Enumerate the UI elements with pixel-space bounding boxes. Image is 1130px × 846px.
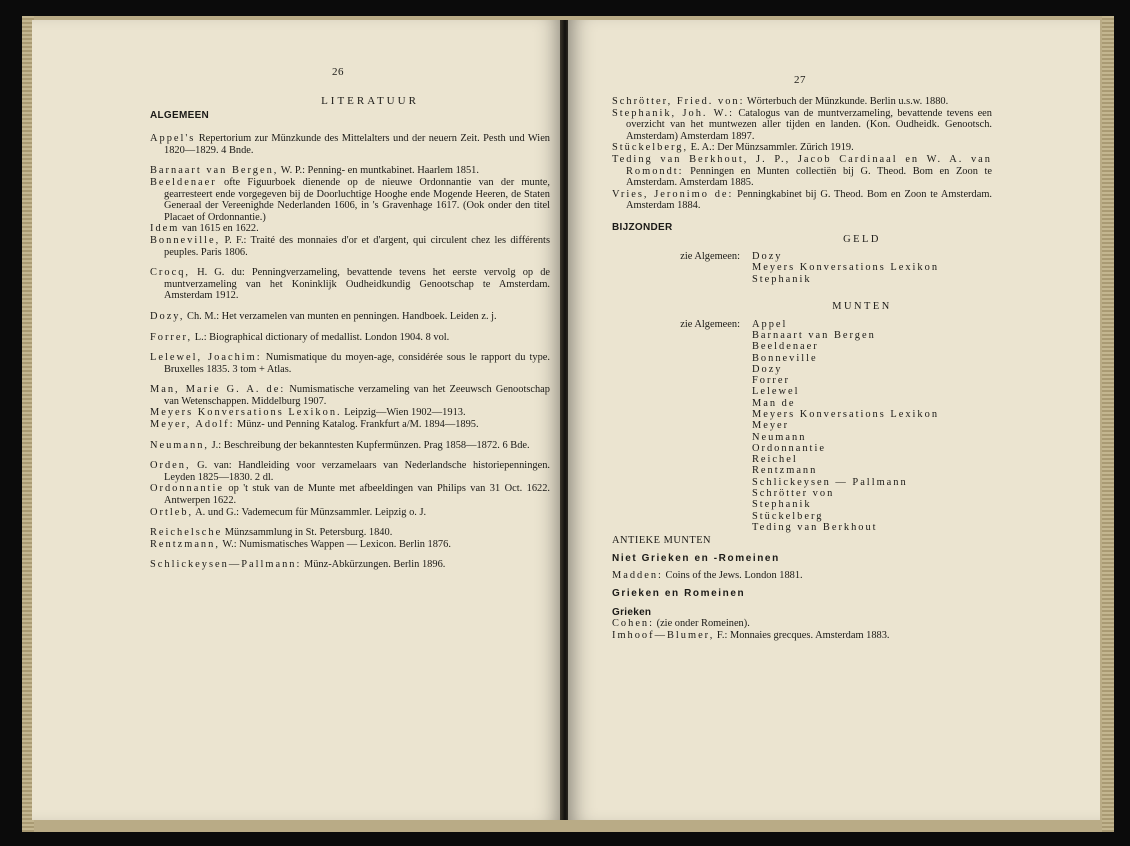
entry-text: Catalogus van de muntverzameling, bevattende tevens een overzicht van het muntwezen aller tijden en landen. (Kon. Oudheidk. Genootsch. Amsterdam) Amsterdam 1897. xyxy=(626,107,992,142)
entry-author: Ordonnantie xyxy=(150,483,224,495)
grieken-heading: Grieken xyxy=(612,606,652,618)
reference-name: Stückelberg xyxy=(752,510,824,522)
section-bijzonder: BIJZONDER xyxy=(612,221,673,233)
bibliography-entry xyxy=(150,384,550,407)
bibliography-entry xyxy=(150,440,550,452)
reference-name: Beeldenaer xyxy=(752,341,819,353)
right-page-content xyxy=(612,96,992,641)
grieken-romeinen-heading: Grieken en Romeinen xyxy=(612,588,746,600)
left-page xyxy=(32,20,562,820)
right-page xyxy=(568,20,1100,820)
geld-name-list xyxy=(752,251,939,285)
entry-author: Meyers Konversations Lexikon. xyxy=(150,407,342,419)
entry-author: Crocq, xyxy=(150,267,190,279)
entry-spacer xyxy=(150,323,550,332)
reference-name: Lelewel xyxy=(752,386,800,398)
entry-author: Reichelsche xyxy=(150,527,223,539)
entry-author: Schrötter, Fried. von: xyxy=(612,96,745,107)
entry-author: Appel's xyxy=(150,133,196,145)
reference-name: Schlickeysen — Pallmann xyxy=(752,476,908,488)
entry-text: Numismatique du moyen-age, considérée sous le rapport du type. Bruxelles 1835. 3 tom + Atlas. xyxy=(164,352,550,375)
bibliography-entry xyxy=(150,507,550,519)
reference-name: Stephanik xyxy=(752,499,812,511)
entry-text: H. G. du: Penningverzameling, bevattende tevens het eerste vervolg op de muntverzameling van het Koninklijk Oudheidkundig Genootschap te Amsterdam. Amsterdam 1912. xyxy=(164,267,550,302)
entry-text: ofte Figuurboek dienende op de nieuwe Ordonnantie van der munte, gearresteert ende vorgegeven bij de Doorluchtige Hooghe ende Mogende Heeren, de Staten Generaal der Vereenighde Nederlanden 1606, in 's Gravenhage 1617. (Ook onder den titel Placaet of Ordonnantie.) xyxy=(164,176,550,223)
entry-author: Barnaart van Bergen, xyxy=(150,165,279,177)
entry-spacer xyxy=(150,550,550,559)
page-number-right: 27 xyxy=(794,74,806,86)
entry-text: Ch. M.: Het verzamelen van munten en penningen. Handboek. Leiden z. j. xyxy=(184,310,497,322)
entry-text: Münz-Abkürzungen. Berlin 1896. xyxy=(301,559,446,571)
left-page-content xyxy=(150,96,550,571)
entry-author: Meyer, Adolf: xyxy=(150,419,235,431)
entry-author: Dozy, xyxy=(150,310,185,322)
entry-text: E. A.: Der Münzsammler. Zürich 1919. xyxy=(688,142,854,154)
entry-spacer xyxy=(150,375,550,384)
entry-text: Numismatische verzameling van het Zeeuwsch Genootschap van Wetenschappen. Middelburg 1907. xyxy=(164,384,550,407)
entry-text: Wörterbuch der Münzkunde. Berlin u.s.w. 1880. xyxy=(744,96,949,107)
bibliography-entry xyxy=(150,165,550,177)
entry-spacer xyxy=(150,302,550,311)
reference-name: Meyers Konversations Lexikon xyxy=(752,262,940,274)
bibliography-entry xyxy=(612,154,992,189)
zie-algemeen-label: zie Algemeen: xyxy=(680,318,740,330)
bibliography-entry xyxy=(150,419,550,431)
entry-spacer xyxy=(150,156,550,165)
entry-author: Schlickeysen—Pallmann: xyxy=(150,559,302,571)
literatuur-title: LITERATUUR xyxy=(321,95,419,107)
entry-spacer xyxy=(150,258,550,267)
entry-author: Orden, xyxy=(150,460,191,472)
bibliography-entry xyxy=(612,96,992,108)
reference-name: Man de xyxy=(752,397,796,409)
entry-text: L.: Biographical dictionary of medallist. London 1904. 8 vol. xyxy=(192,331,450,343)
entry-author: Lelewel, Joachim: xyxy=(150,352,262,364)
entry-text: van 1615 en 1622. xyxy=(179,223,259,235)
reference-name: Ordonnantie xyxy=(752,442,826,454)
entry-text: Münz- und Penning Katalog. Frankfurt a/M. 1894—1895. xyxy=(234,419,479,431)
munten-heading: MUNTEN xyxy=(832,301,892,313)
bibliography-entry xyxy=(150,483,550,506)
bibliography-entry xyxy=(150,311,550,323)
entry-text: Leipzig—Wien 1902—1913. xyxy=(341,407,466,419)
bibliography-entry xyxy=(612,189,992,212)
imhoof-entry: Imhoof—Blumer, F.: Monnaies grecques. Amsterdam 1883. xyxy=(612,629,890,641)
entry-author: Idem xyxy=(150,223,180,235)
entry-text: Penningkabinet bij G. Theod. Bom en Zoon te Amsterdam. Amsterdam 1884. xyxy=(626,188,992,212)
entry-author: Vries, Jeronimo de: xyxy=(612,188,734,200)
bibliography-entry xyxy=(150,539,550,551)
reference-name: Teding van Berkhout xyxy=(752,521,878,533)
reference-name: Reichel xyxy=(752,454,798,466)
bibliography-entry xyxy=(150,352,550,375)
entry-author: Bonneville, xyxy=(150,234,221,246)
reference-name: Dozy xyxy=(752,251,783,263)
bibliography-entry xyxy=(612,108,992,143)
entry-author: Beeldenaer xyxy=(150,176,217,188)
entry-text: J.: Beschreibung der bekanntesten Kupfermünzen. Prag 1858—1872. 6 Bde. xyxy=(209,439,530,451)
entry-spacer xyxy=(150,431,550,440)
bibliography-entry xyxy=(150,133,550,156)
cohen-entry: Cohen: (zie onder Romeinen). xyxy=(612,618,750,630)
munten-references xyxy=(612,319,992,534)
entry-text: Penningen en Munten collectiën bij G. Theod. Bom en Zoon te Amsterdam. Amsterdam 1885. xyxy=(626,165,992,189)
cloth-edge-right xyxy=(1102,16,1114,832)
entry-text: G. van: Handleiding voor verzamelaars van Nederlandsche historiepenningen. Leyden 1825—1830. 2 dl. xyxy=(164,460,550,483)
bibliography-entry xyxy=(150,223,550,235)
entry-author: Rentzmann, xyxy=(150,538,220,550)
entry-author: Ortleb, xyxy=(150,506,194,518)
reference-name: Meyer xyxy=(752,420,790,432)
entry-author: Forrer, xyxy=(150,331,193,343)
antieke-munten-heading: ANTIEKE MUNTEN xyxy=(612,535,712,547)
section-algemeen: ALGEMEEN xyxy=(150,109,210,121)
geld-heading: GELD xyxy=(843,233,881,245)
niet-grieken-heading: Niet Grieken en -Romeinen xyxy=(612,552,780,564)
reference-name: Forrer xyxy=(752,375,790,387)
entry-text: P. F.: Traité des monnaies d'or et d'argent, qui circulent chez les différents peuples. Paris 1806. xyxy=(164,234,550,258)
bibliography-entry xyxy=(150,235,550,258)
reference-name: Rentzmann xyxy=(752,465,818,477)
bibliography-entry xyxy=(150,407,550,419)
entry-text: W.: Numismatisches Wappen — Lexicon. Berlin 1876. xyxy=(219,538,451,550)
entry-author: Teding van Berkhout, J. P., Jacob Cardinaal en W. A. van Romondt: xyxy=(612,153,992,177)
entry-text: W. P.: Penning- en muntkabinet. Haarlem 1851. xyxy=(278,165,479,177)
entry-author: Stephanik, Joh. W.: xyxy=(612,107,735,119)
geld-references xyxy=(612,251,992,285)
bibliography-entry xyxy=(150,527,550,539)
page-number-left: 26 xyxy=(332,66,344,78)
reference-name: Bonneville xyxy=(752,352,818,364)
munten-name-list xyxy=(752,319,939,534)
entry-author: Neumann, xyxy=(150,439,209,451)
entry-author: Stückelberg, xyxy=(612,142,689,154)
entry-spacer xyxy=(150,343,550,352)
reference-name: Dozy xyxy=(752,363,783,375)
bibliography-entry xyxy=(150,177,550,223)
bibliography-entry xyxy=(150,460,550,483)
entry-author: Man, Marie G. A. de: xyxy=(150,384,286,396)
bibliography-entry xyxy=(612,142,992,154)
entry-text: op 't stuk van de Munte met afbeeldingen van Philips van 31 Oct. 1622. Antwerpen 1622. xyxy=(164,483,550,507)
reference-name: Stephanik xyxy=(752,273,812,285)
reference-name: Appel xyxy=(752,318,788,330)
reference-name: Neumann xyxy=(752,431,807,443)
madden-entry: Madden: Coins of the Jews. London 1881. xyxy=(612,570,803,582)
bibliography-entry xyxy=(150,332,550,344)
bibliography-list-continued xyxy=(612,96,992,212)
reference-name: Meyers Konversations Lexikon xyxy=(752,408,940,420)
bibliography-entry xyxy=(150,559,550,571)
reference-name: Schrötter von xyxy=(752,488,835,500)
zie-algemeen-label: zie Algemeen: xyxy=(680,251,740,263)
reference-name: Barnaart van Bergen xyxy=(752,329,876,341)
entry-text: A. und G.: Vademecum für Münzsammler. Leipzig o. J. xyxy=(193,506,427,518)
entry-text: Münzsammlung in St. Petersburg. 1840. xyxy=(222,527,393,539)
entry-text: Repertorium zur Münzkunde des Mittelalters und der neuern Zeit. Pesth und Wien 1820—1829. 4 Bnde. xyxy=(164,133,550,156)
entry-spacer xyxy=(150,518,550,527)
bibliography-list xyxy=(150,133,550,571)
bibliography-entry xyxy=(150,267,550,302)
entry-spacer xyxy=(150,451,550,460)
